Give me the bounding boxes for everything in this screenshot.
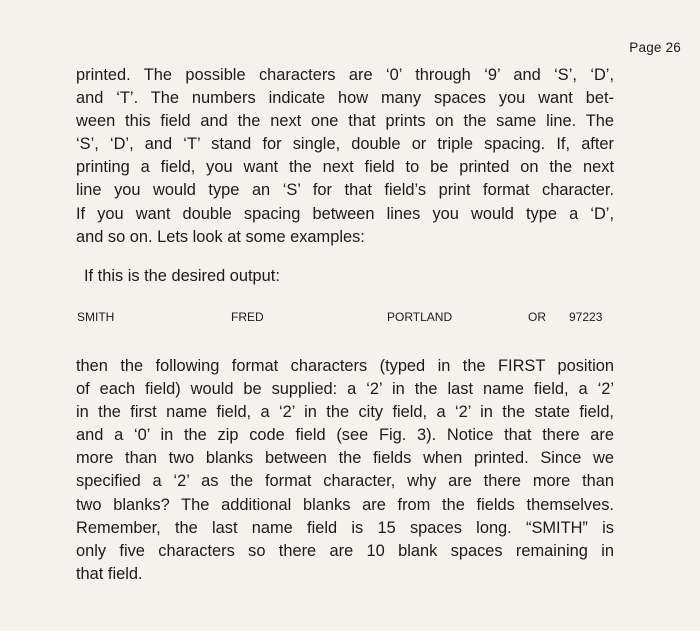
text-line: Remember, the last name field is 15 spaces long. “SMITH” is xyxy=(76,518,614,537)
text-line: two blanks? The additional blanks are from the fields themselves. xyxy=(76,495,614,514)
sample-state: OR xyxy=(528,310,546,324)
sample-first-name: FRED xyxy=(231,310,264,324)
text-line: ween this field and the next one that prints on the same line. The xyxy=(76,112,614,131)
page-number: Page 26 xyxy=(629,40,681,55)
text-line: If this is the desired output: xyxy=(84,267,280,285)
paragraph-desired-output-intro xyxy=(84,265,280,288)
text-line: specified a ‘2’ as the format character, why are there more than xyxy=(76,472,614,491)
text-line: more than two blanks between the fields when printed. Since we xyxy=(76,449,614,468)
text-line: of each field) would be supplied: a ‘2’ in the last name field, a ‘2’ xyxy=(76,380,614,399)
sample-last-name: SMITH xyxy=(77,310,115,324)
text-line: line you would type an ‘S’ for that field’s print format character. xyxy=(76,181,614,200)
text-line: printing a field, you want the next field to be printed on the next xyxy=(76,158,614,177)
sample-city: PORTLAND xyxy=(387,310,453,324)
text-line: printed. The possible characters are ‘0’ through ‘9’ and ‘S’, ‘D’, xyxy=(76,66,614,84)
text-line: and so on. Lets look at some examples: xyxy=(76,227,365,246)
paragraph-format-characters xyxy=(76,64,614,249)
text-line: then the following format characters (typed in the FIRST position xyxy=(76,357,614,375)
text-line: and ‘T’. The numbers indicate how many spaces you want bet- xyxy=(76,89,614,108)
paragraph-format-explanation xyxy=(76,355,614,586)
sample-output-line xyxy=(0,310,700,328)
text-line: only five characters so there are 10 blank spaces remaining in xyxy=(76,541,614,560)
text-line: and a ‘0’ in the zip code field (see Fig. 3). Notice that there are xyxy=(76,426,614,445)
text-line: that field. xyxy=(76,564,143,583)
text-line: If you want double spacing between lines you would type a ‘D’, xyxy=(76,204,614,223)
sample-zip: 97223 xyxy=(569,310,603,324)
text-line: ‘S’, ‘D’, and ‘T’ stand for single, double or triple spacing. If, after xyxy=(76,135,614,154)
text-line: in the first name field, a ‘2’ in the city field, a ‘2’ in the state field, xyxy=(76,403,614,422)
